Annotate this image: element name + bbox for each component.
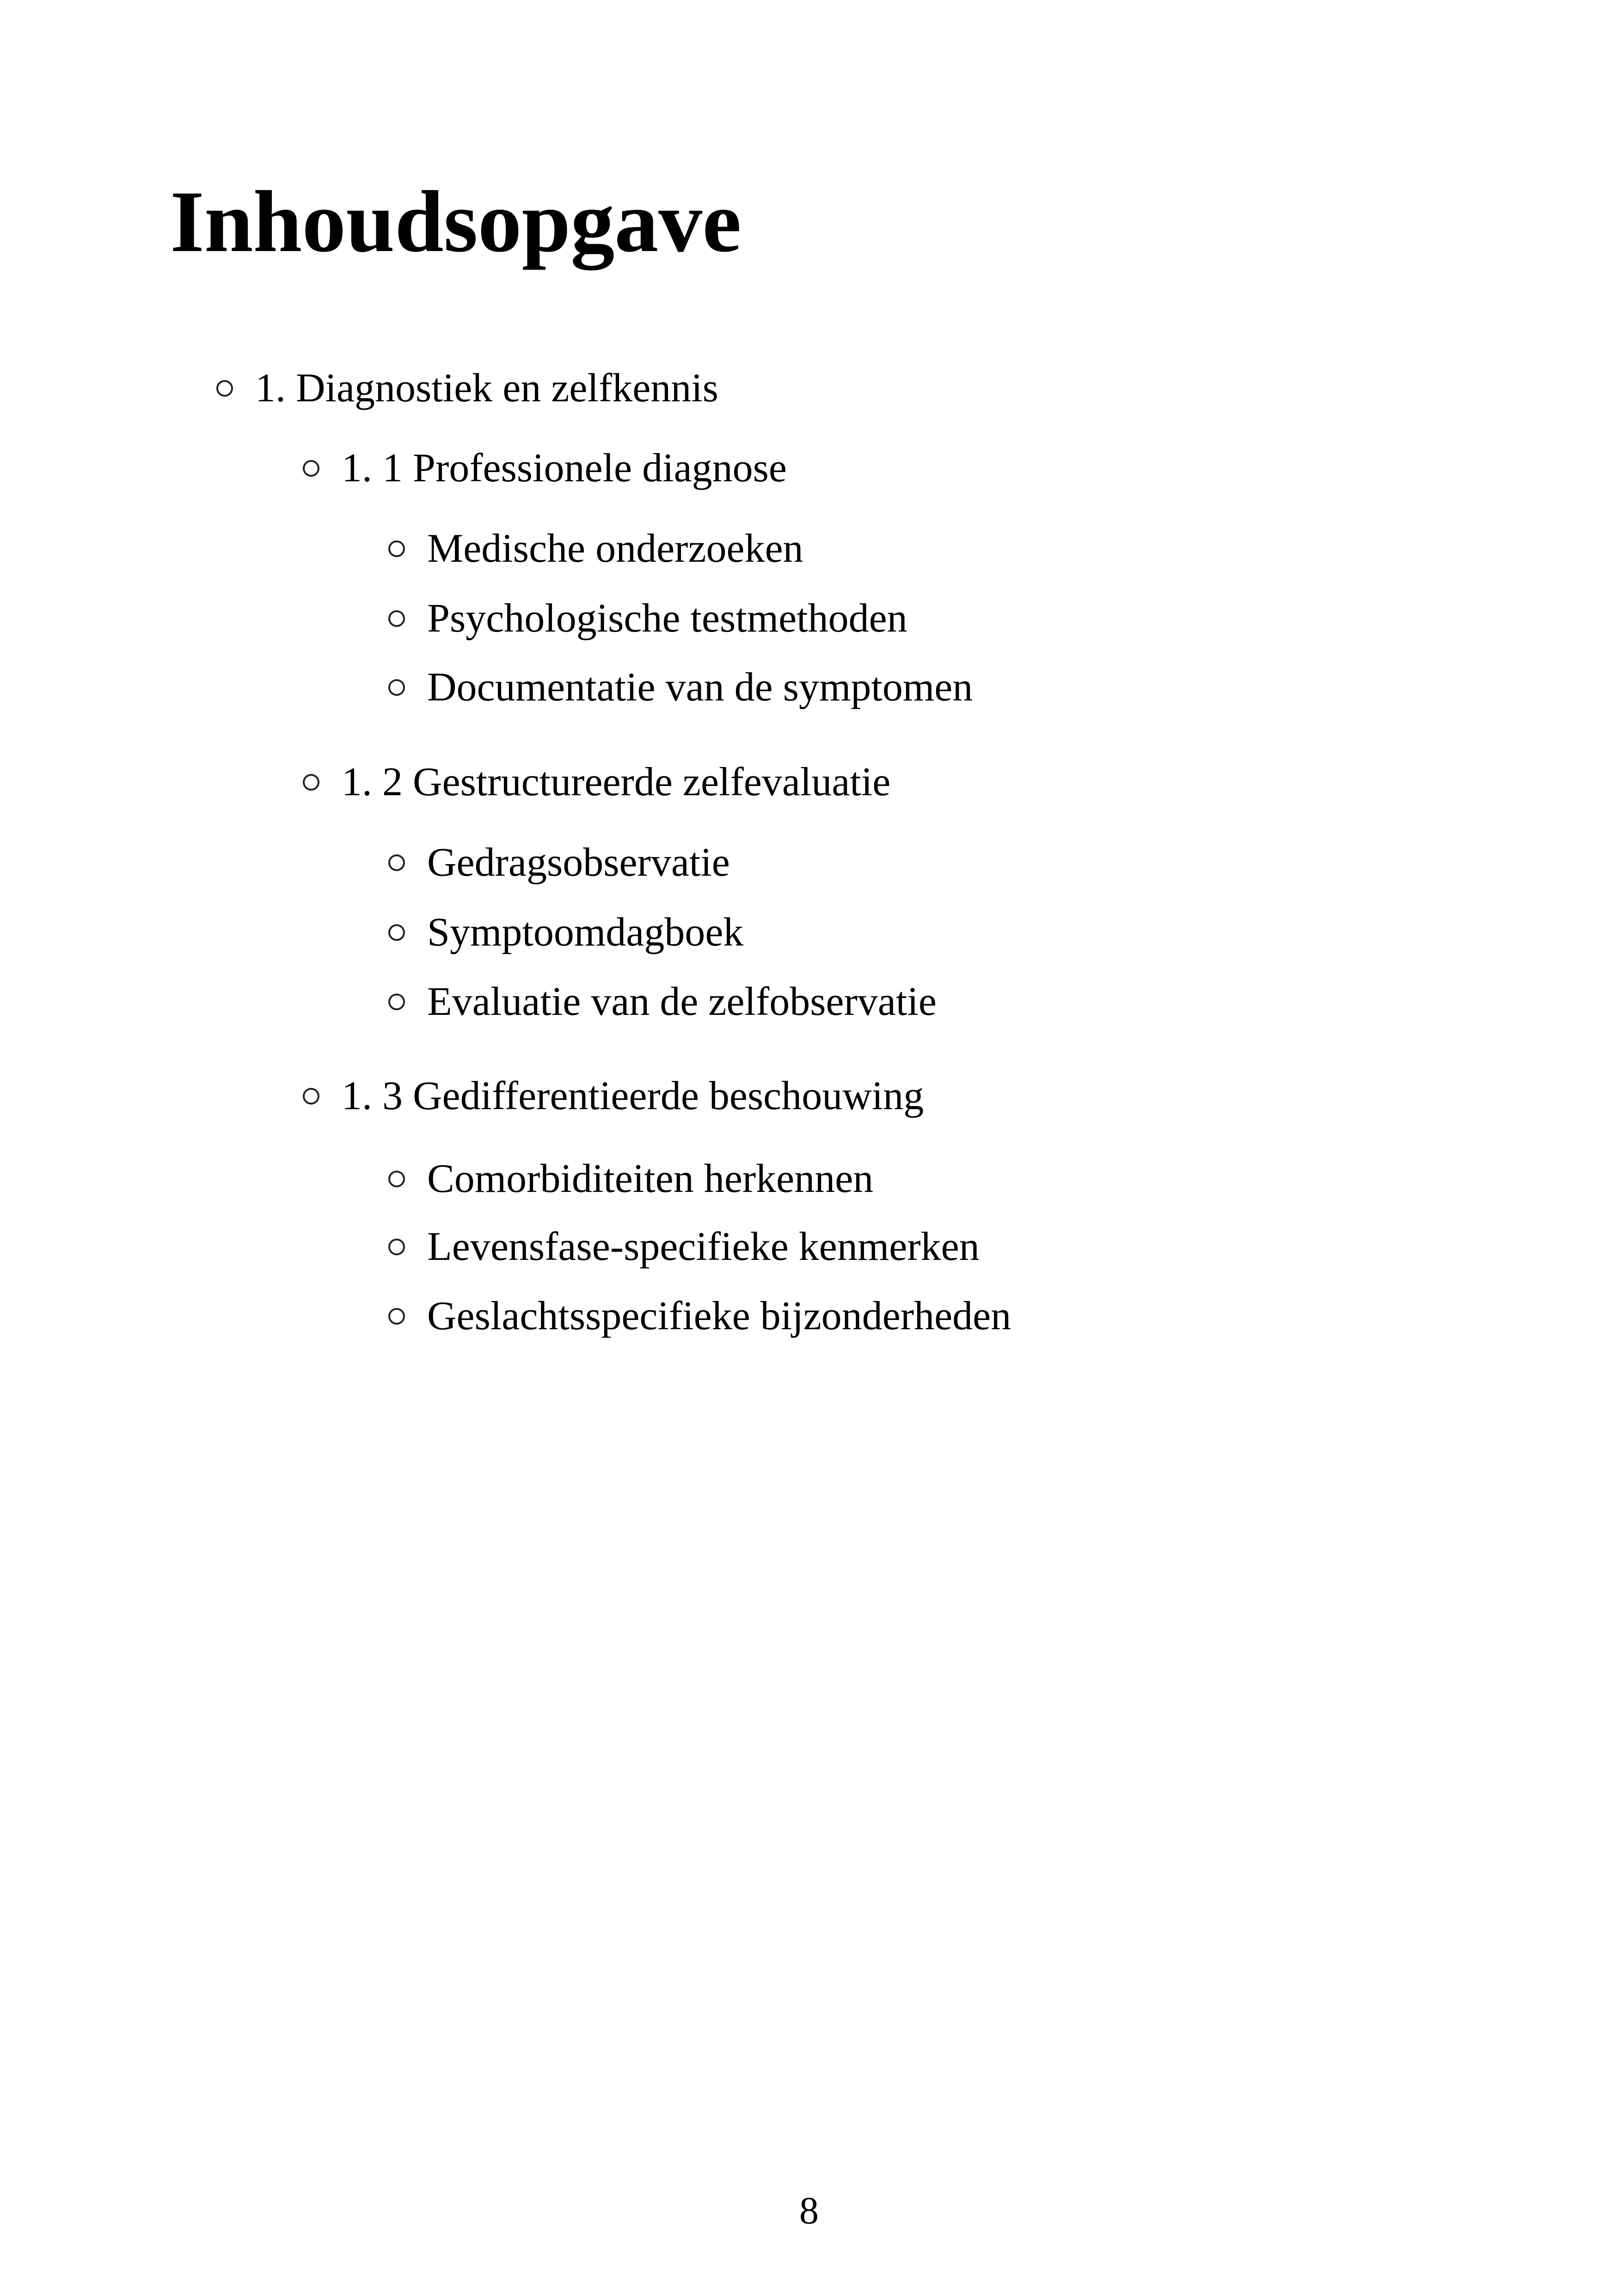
toc-item (388, 979, 937, 1025)
circle-bullet-icon (216, 380, 233, 397)
toc-item-label: Documentatie van de symptomen (427, 665, 973, 710)
circle-bullet-icon (388, 540, 405, 557)
toc-section-1-2 (303, 759, 890, 805)
page-number: 8 (799, 2189, 819, 2232)
page-title: Inhoudsopgave (170, 173, 742, 270)
circle-bullet-icon (388, 679, 405, 696)
toc-item (388, 909, 743, 956)
circle-bullet-icon (303, 774, 319, 791)
circle-bullet-icon (303, 1088, 319, 1105)
circle-bullet-icon (388, 1239, 405, 1255)
toc-item (388, 664, 973, 711)
toc-item (388, 1156, 873, 1202)
toc-section-1-1 (303, 445, 787, 491)
toc-item-label: Comorbiditeiten herkennen (427, 1156, 874, 1201)
toc-item-label: Gedragsobservatie (427, 840, 730, 885)
toc-item-label: Geslachtsspecifieke bijzonderheden (427, 1294, 1011, 1338)
toc-item (388, 840, 730, 886)
circle-bullet-icon (388, 610, 405, 627)
toc-section-label: 1. 2 Gestructureerde zelfevaluatie (342, 760, 891, 804)
circle-bullet-icon (388, 1171, 405, 1187)
toc-section-1-3 (303, 1073, 924, 1119)
toc-item (388, 1224, 980, 1270)
toc-item-label: Psychologische testmethoden (427, 596, 907, 641)
circle-bullet-icon (388, 854, 405, 871)
toc-section-label: 1. 1 Professionele diagnose (342, 446, 787, 491)
toc-chapter-label: 1. Diagnostiek en zelfkennis (255, 366, 718, 411)
toc-section-label: 1. 3 Gedifferentieerde beschouwing (342, 1074, 924, 1118)
toc-item (388, 595, 907, 642)
toc-item (388, 1293, 1011, 1339)
toc-item-label: Levensfase-specifieke kenmerken (427, 1224, 980, 1269)
toc-item-label: Symptoomdagboek (427, 910, 744, 955)
circle-bullet-icon (388, 924, 405, 941)
toc-item-label: Evaluatie van de zelfobservatie (427, 979, 937, 1024)
circle-bullet-icon (303, 460, 319, 477)
toc-item (388, 526, 803, 572)
toc-chapter-1 (216, 365, 718, 411)
circle-bullet-icon (388, 994, 405, 1010)
toc-item-label: Medische onderzoeken (427, 526, 803, 571)
circle-bullet-icon (388, 1308, 405, 1325)
